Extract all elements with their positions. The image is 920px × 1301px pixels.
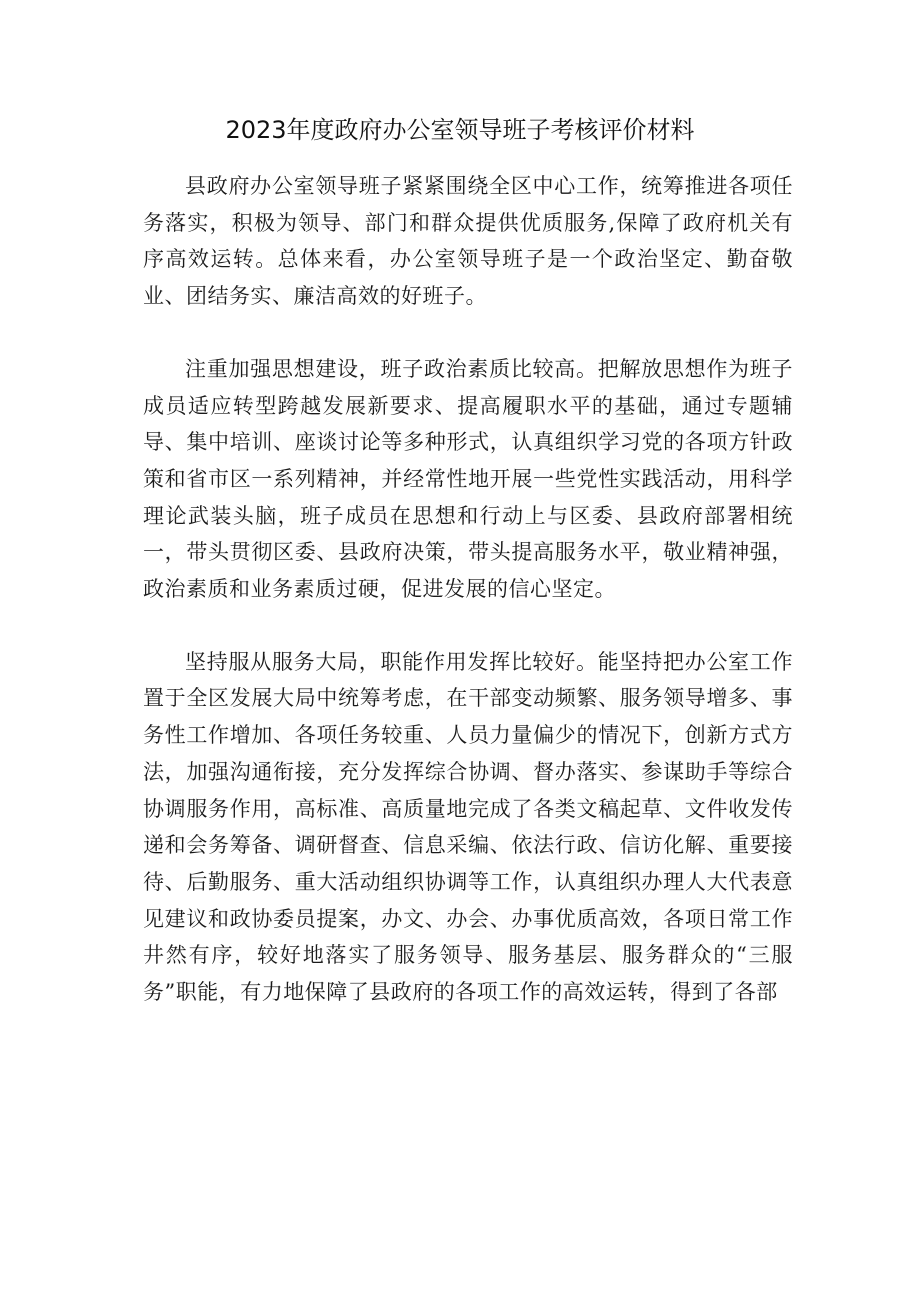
paragraph-serving-overall-situation: 坚持服从服务大局，职能作用发挥比较好。能坚持把办公室工作置于全区发展大局中统筹考虑，在干部变动频繁、服务领导增多、事务性工作增加、各项任务较重、人员力量偏少的情况下，创新方式方法，加强沟通衔接，充分发挥综合协调、督办落实、参谋助手等综合协调服务作用，高标准、高质量地完成了各类文稿起草、文件收发传递和会务筹备、调研督查、信息采编、依法行政、信访化解、重要接待、后勤服务、重大活动组织协调等工作，认真组织办理人大代表意见建议和政协委员提案，办文、办会、办事优质高效，各项日常工作井然有序，较好地落实了服务领导、服务基层、服务群众的“三服务”职能，有力地保障了县政府的各项工作的高效运转，得到了各部: [143, 649, 793, 1005]
paragraph-intro: 县政府办公室领导班子紧紧围绕全区中心工作，统筹推进各项任务落实，积极为领导、部门和群众提供优质服务,保障了政府机关有序高效运转。总体来看，办公室领导班子是一个政治坚定、勤奋敬业、团结务实、廉洁高效的好班子。: [143, 174, 793, 309]
document-body: [143, 168, 793, 1011]
paragraph-ideological-building: 注重加强思想建设，班子政治素质比较高。把解放思想作为班子成员适应转型跨越发展新要求、提高履职水平的基础，通过专题辅导、集中培训、座谈讨论等多种形式，认真组织学习党的各项方针政策和省市区一系列精神，并经常性地开展一些党性实践活动，用科学理论武装头脑，班子成员在思想和行动上与区委、县政府部署相统一，带头贯彻区委、县政府决策，带头提高服务水平，敬业精神强，政治素质和业务素质过硬，促进发展的信心坚定。: [143, 356, 793, 602]
document-title: 2023年度政府办公室领导班子考核评价材料: [225, 116, 695, 144]
